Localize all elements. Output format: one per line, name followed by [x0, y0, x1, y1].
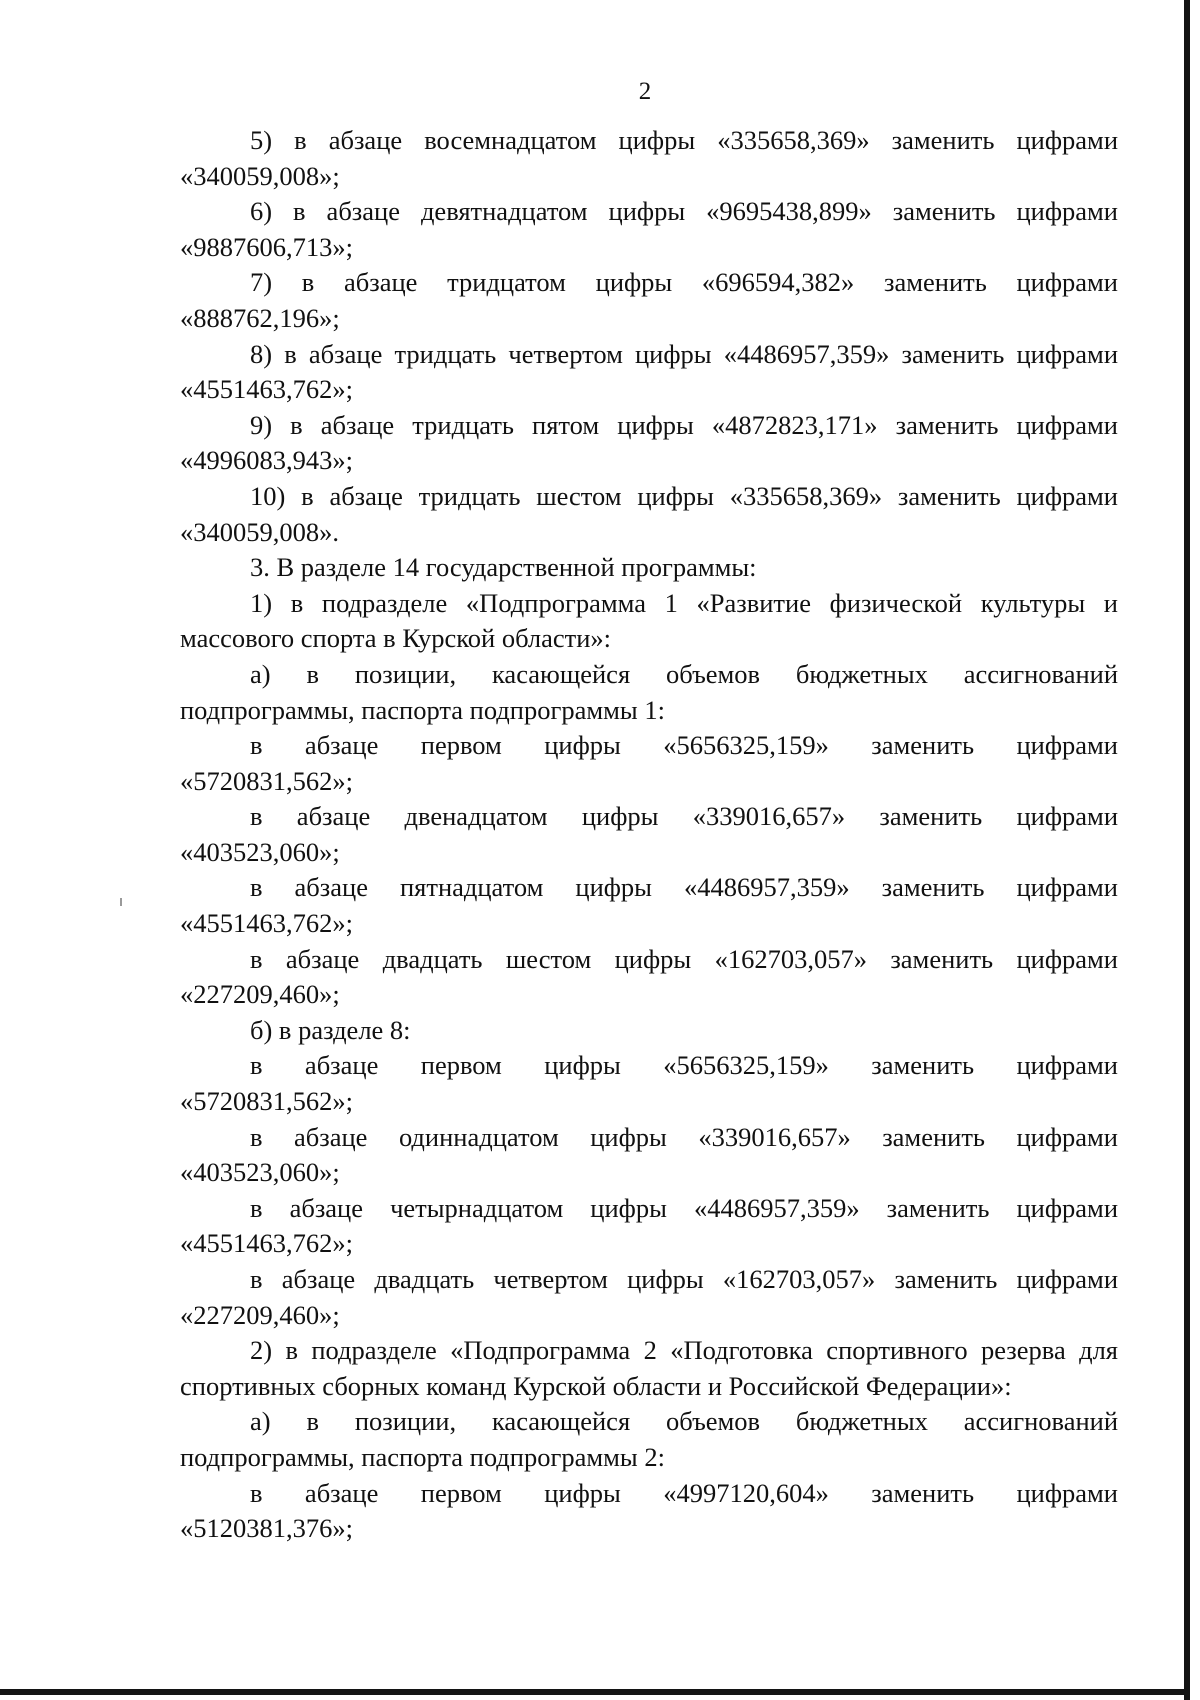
amendment-paragraph-9: 9) в абзаце тридцать пятом цифры «4872823,171» заменить цифрами «4996083,943»;	[180, 409, 1118, 476]
amendment-paragraph-10: 10) в абзаце тридцать шестом цифры «335658,369» заменить цифрами «340059,008».	[180, 480, 1118, 547]
subprogram-2-item: 2) в подразделе «Подпрограмма 2 «Подготовка спортивного резерва для спортивных сборных команд Курской области и Российской Федерации»:	[180, 1335, 1118, 1401]
subprogram-1-passport-twelfth-paragraph: в абзаце двенадцатом цифры «339016,657» заменить цифрами «403523,060»;	[180, 801, 1118, 867]
amendment-paragraph-8: 8) в абзаце тридцать четвертом цифры «4486957,359» заменить цифрами «4551463,762»;	[180, 338, 1118, 405]
subprogram-1-passport-item: а) в позиции, касающейся объемов бюджетных ассигнований подпрограммы, паспорта подпрограммы 1:	[180, 658, 1118, 725]
amendment-paragraph-7: 7) в абзаце тридцатом цифры «696594,382» заменить цифрами «888762,196»;	[180, 267, 1118, 333]
subprogram-2-passport-first-paragraph: в абзаце первом цифры «4997120,604» заменить цифрами «5120381,376»;	[180, 1477, 1118, 1544]
amendment-paragraph-5: 5) в абзаце восемнадцатом цифры «335658,369» заменить цифрами «340059,008»;	[180, 125, 1118, 191]
document-body	[180, 123, 1118, 1547]
amendment-paragraph-6: 6) в абзаце девятнадцатом цифры «9695438,899» заменить цифрами «9887606,713»;	[180, 196, 1118, 262]
section-8-fourteenth-paragraph: в абзаце четырнадцатом цифры «4486957,359» заменить цифрами «4551463,762»;	[180, 1192, 1118, 1259]
subprogram-1-passport-fifteenth-paragraph: в абзаце пятнадцатом цифры «4486957,359» заменить цифрами «4551463,762»;	[180, 872, 1118, 939]
section-8-first-paragraph: в абзаце первом цифры «5656325,159» заменить цифрами «5720831,562»;	[180, 1050, 1118, 1117]
subprogram-1-item: 1) в подразделе «Подпрограмма 1 «Развитие физической культуры и массового спорта в Курской области»:	[180, 587, 1118, 654]
scan-edge-bottom	[0, 1689, 1190, 1695]
scan-artifact-speck	[120, 898, 122, 906]
page-number: 2	[638, 78, 652, 105]
subprogram-2-passport-item: а) в позиции, касающейся объемов бюджетных ассигнований подпрограммы, паспорта подпрограммы 2:	[180, 1406, 1118, 1472]
section-8-item: б) в разделе 8:	[250, 1014, 411, 1045]
section-8-twenty-fourth-paragraph: в абзаце двадцать четвертом цифры «162703,057» заменить цифрами «227209,460»;	[180, 1264, 1118, 1330]
section-8-eleventh-paragraph: в абзаце одиннадцатом цифры «339016,657» заменить цифрами «403523,060»;	[180, 1121, 1118, 1188]
scan-edge-right	[1184, 0, 1190, 1700]
section-14-heading: 3. В разделе 14 государственной программы:	[250, 552, 757, 583]
subprogram-1-passport-twenty-sixth-paragraph: в абзаце двадцать шестом цифры «162703,057» заменить цифрами «227209,460»;	[180, 943, 1118, 1010]
subprogram-1-passport-first-paragraph: в абзаце первом цифры «5656325,159» заменить цифрами «5720831,562»;	[180, 730, 1118, 796]
